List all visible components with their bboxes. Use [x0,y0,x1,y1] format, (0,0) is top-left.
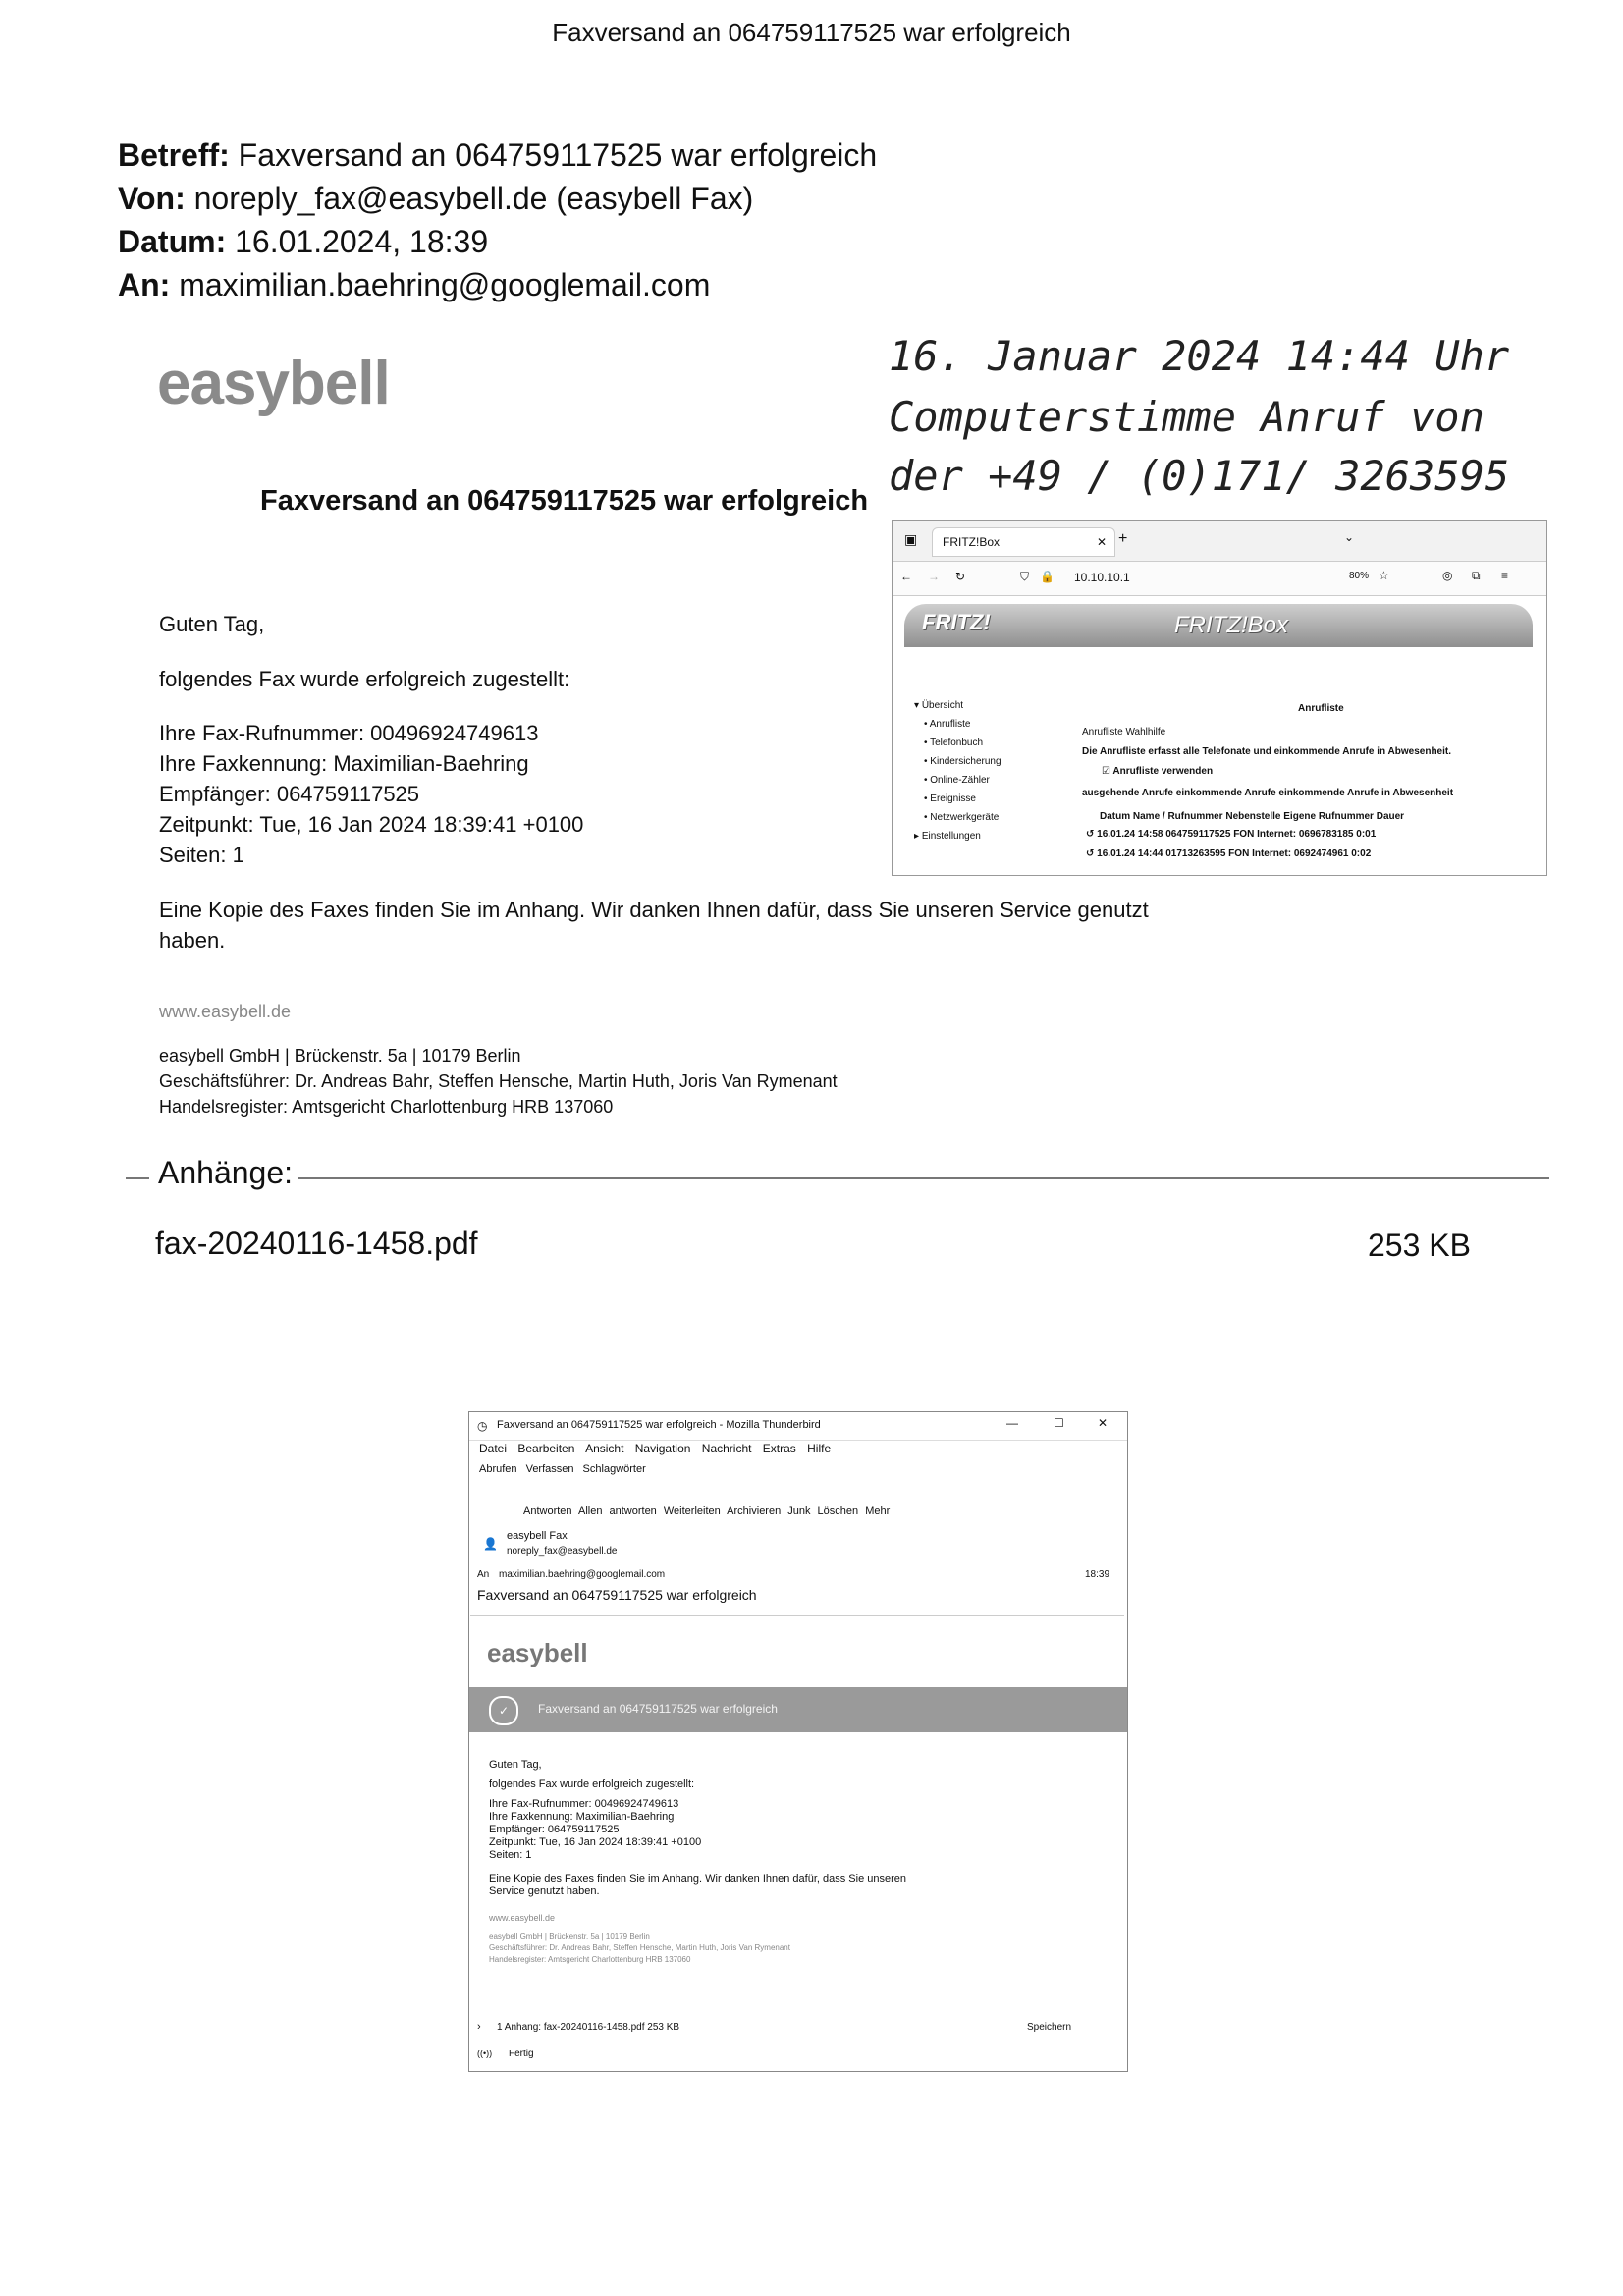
window-title: Faxversand an 064759117525 war erfolgreich - Mozilla Thunderbird [497,1419,821,1431]
attachment-summary[interactable]: 1 Anhang: fax-20240116-1458.pdf 253 KB [497,2022,680,2033]
copy-note-line-1: Eine Kopie des Faxes finden Sie im Anhang. Wir danken Ihnen dafür, dass Sie unseren Service genutzt [159,898,1149,922]
back-icon[interactable]: ← [900,570,912,583]
shield-icon: ⛉ [1020,570,1030,583]
header-from [118,177,753,220]
extensions-icon[interactable]: ⧉ [1472,569,1481,582]
tb-detail-fax-id: Ihre Faxkennung: Maximilian-Baehring [489,1811,675,1823]
detail-pages: Seiten: 1 [159,843,244,867]
tb-detail-time: Zeitpunkt: Tue, 16 Jan 2024 18:39:41 +0100 [489,1836,702,1848]
zoom-level[interactable]: 80% [1349,571,1370,581]
calllist-tabs[interactable]: Anrufliste Wahlhilfe [1082,727,1166,738]
success-banner-text: Faxversand an 064759117525 war erfolgreich [538,1702,778,1716]
attachments-label: Anhänge: [152,1155,298,1191]
to-value[interactable]: maximilian.baehring@googlemail.com [179,267,711,302]
tb-footer-company: easybell GmbH | Brückenstr. 5a | 10179 Berlin [489,1932,650,1941]
attachment-expand-icon[interactable]: › [477,2021,481,2033]
pocket-icon[interactable]: ◎ [1442,569,1453,582]
page-title: Faxversand an 064759117525 war erfolgreich [552,18,1071,47]
sender-email[interactable]: noreply_fax@easybell.de [507,1546,618,1557]
detail-fax-number: Ihre Fax-Rufnummer: 00496924749613 [159,721,539,745]
menu-item-overview[interactable]: ▾ Übersicht [914,700,964,711]
tb-intro: folgendes Fax wurde erfolgreich zugestellt: [489,1778,695,1790]
attachment-file-size: 253 KB [1368,1228,1471,1263]
calllist-enable-checkbox[interactable]: ☑ Anrufliste verwenden [1102,766,1214,777]
tb-website-link[interactable]: www.easybell.de [489,1913,556,1923]
subject-label: Betreff: [118,137,230,173]
tb-footer-register: Handelsregister: Amtsgericht Charlottenburg HRB 137060 [489,1955,691,1964]
calllist-heading: Anrufliste [1298,703,1344,714]
message-subject: Faxversand an 064759117525 war erfolgreich [260,485,869,517]
detail-time: Zeitpunkt: Tue, 16 Jan 2024 18:39:41 +0100 [159,812,584,837]
thunderbird-icon: ◷ [477,1419,488,1433]
footer-register: Handelsregister: Amtsgericht Charlottenburg HRB 137060 [159,1097,614,1117]
tb-detail-recipient: Empfänger: 064759117525 [489,1824,620,1835]
menu-bar[interactable]: Datei Bearbeiten Ansicht Navigation Nachricht Extras Hilfe [479,1442,832,1455]
reload-icon[interactable]: ↻ [955,570,966,583]
calllist-row[interactable]: ↺ 16.01.24 14:58 064759117525 FON Internet: 0696783185 0:01 [1086,829,1377,840]
message-time: 18:39 [1085,1569,1110,1580]
menu-item-online-counter[interactable]: • Online-Zähler [924,775,990,786]
handwritten-line-3: der +49 / (0)171/ 3263595 [889,452,1510,500]
website-link[interactable]: www.easybell.de [159,1002,292,1021]
tb-greeting: Guten Tag, [489,1759,542,1771]
easybell-logo: easybell [157,350,390,417]
to-label: An: [118,267,171,302]
date-label: Datum: [118,224,227,259]
fritzbox-title: FRITZ!Box [1174,612,1289,638]
menu-item-events[interactable]: • Ereignisse [924,793,976,804]
tb-detail-fax-number: Ihre Fax-Rufnummer: 00496924749613 [489,1798,679,1810]
menu-item-phonebook[interactable]: • Telefonbuch [924,738,984,748]
url-field[interactable]: 10.10.10.1 [1074,571,1130,584]
browser-tab[interactable] [932,527,1115,557]
save-attachment-button[interactable]: Speichern [1027,2022,1072,2033]
header-subject [118,134,877,177]
lock-icon: 🔒 [1040,570,1055,583]
fritzbox-menu [914,696,1052,846]
attachments-divider-right [291,1177,1549,1179]
attachments-divider-left [126,1177,149,1179]
handwritten-line-1: 16. Januar 2024 14:44 Uhr [889,332,1510,380]
fritzbox-screenshot [892,520,1547,876]
tb-copy-note-line-1: Eine Kopie des Faxes finden Sie im Anhang. Wir danken Ihnen dafür, dass Sie unseren [489,1873,906,1885]
copy-note-line-2: haben. [159,928,226,953]
handwritten-line-2: Computerstimme Anruf von [889,393,1485,441]
from-value[interactable]: noreply_fax@easybell.de (easybell Fax) [193,181,754,216]
status-text: Fertig [509,2049,534,2059]
browser-urlbar [893,562,1546,596]
success-banner [469,1687,1127,1732]
chevron-down-icon[interactable]: ⌄ [1344,530,1355,544]
calllist-columns: Datum Name / Rufnummer Nebenstelle Eigene Rufnummer Dauer [1100,811,1405,822]
toolbar[interactable]: Abrufen Verfassen Schlagwörter [479,1463,646,1475]
tb-detail-pages: Seiten: 1 [489,1849,532,1861]
window-titlebar [469,1412,1127,1441]
menu-item-settings[interactable]: ▸ Einstellungen [914,831,981,842]
tb-copy-note-line-2: Service genutzt haben. [489,1886,600,1897]
calllist-filter[interactable]: ausgehende Anrufe einkommende Anrufe einkommende Anrufe in Abwesenheit [1082,788,1454,798]
checkmark-icon: ✓ [489,1696,518,1725]
avatar: 👤 [483,1537,498,1551]
intro: folgendes Fax wurde erfolgreich zugestellt: [159,667,570,691]
to-address[interactable]: maximilian.baehring@googlemail.com [499,1569,666,1580]
tb-footer-management: Geschäftsführer: Dr. Andreas Bahr, Steffen Hensche, Martin Huth, Joris Van Rymenant [489,1943,790,1952]
from-label: Von: [118,181,186,216]
footer-company: easybell GmbH | Brückenstr. 5a | 10179 Berlin [159,1046,521,1066]
header-to [118,263,710,306]
subject-value: Faxversand an 064759117525 war erfolgreich [238,137,878,173]
close-icon[interactable]: ✕ [1098,1416,1109,1430]
calllist-description: Die Anrufliste erfasst alle Telefonate und einkommende Anrufe in Abwesenheit. [1082,746,1452,757]
menu-item-network-devices[interactable]: • Netzwerkgeräte [924,812,1000,823]
tab-list-icon[interactable]: ▣ [904,531,918,547]
footer-management: Geschäftsführer: Dr. Andreas Bahr, Steffen Hensche, Martin Huth, Joris Van Rymenant [159,1071,838,1091]
new-tab-icon[interactable]: + [1118,530,1128,547]
date-value: 16.01.2024, 18:39 [235,224,489,259]
menu-icon[interactable]: ≡ [1501,569,1509,582]
minimize-icon[interactable]: — [1006,1416,1018,1430]
header-date [118,220,488,263]
easybell-logo: easybell [487,1638,588,1667]
attachment-file-name[interactable]: fax-20240116-1458.pdf [155,1226,478,1261]
message-actions[interactable]: Antworten Allen antworten Weiterleiten Archivieren Junk Löschen Mehr [523,1505,891,1517]
menu-item-parental-control[interactable]: • Kindersicherung [924,756,1001,767]
browser-tabbar [893,521,1546,562]
detail-fax-id: Ihre Faxkennung: Maximilian-Baehring [159,751,529,776]
fritz-logo: FRITZ! [922,610,991,634]
to-label: An [477,1569,490,1580]
message-subject: Faxversand an 064759117525 war erfolgreich [477,1587,757,1603]
detail-recipient: Empfänger: 064759117525 [159,782,420,806]
greeting: Guten Tag, [159,612,265,636]
fritzbox-banner [904,604,1533,647]
sender-name[interactable]: easybell Fax [507,1530,568,1542]
forward-icon[interactable]: → [928,570,940,583]
bookmark-star-icon[interactable]: ☆ [1379,569,1389,582]
browser-tab-title: FRITZ!Box [943,535,1001,549]
menu-item-calllist[interactable]: • Anrufliste [924,719,971,730]
calllist-row[interactable]: ↺ 16.01.24 14:44 01713263595 FON Internet: 0692474961 0:02 [1086,848,1372,859]
maximize-icon[interactable]: ☐ [1054,1416,1064,1430]
close-tab-icon[interactable]: ✕ [1096,535,1107,549]
status-icon: ((•)) [477,2049,493,2058]
thunderbird-screenshot [468,1411,1128,2072]
